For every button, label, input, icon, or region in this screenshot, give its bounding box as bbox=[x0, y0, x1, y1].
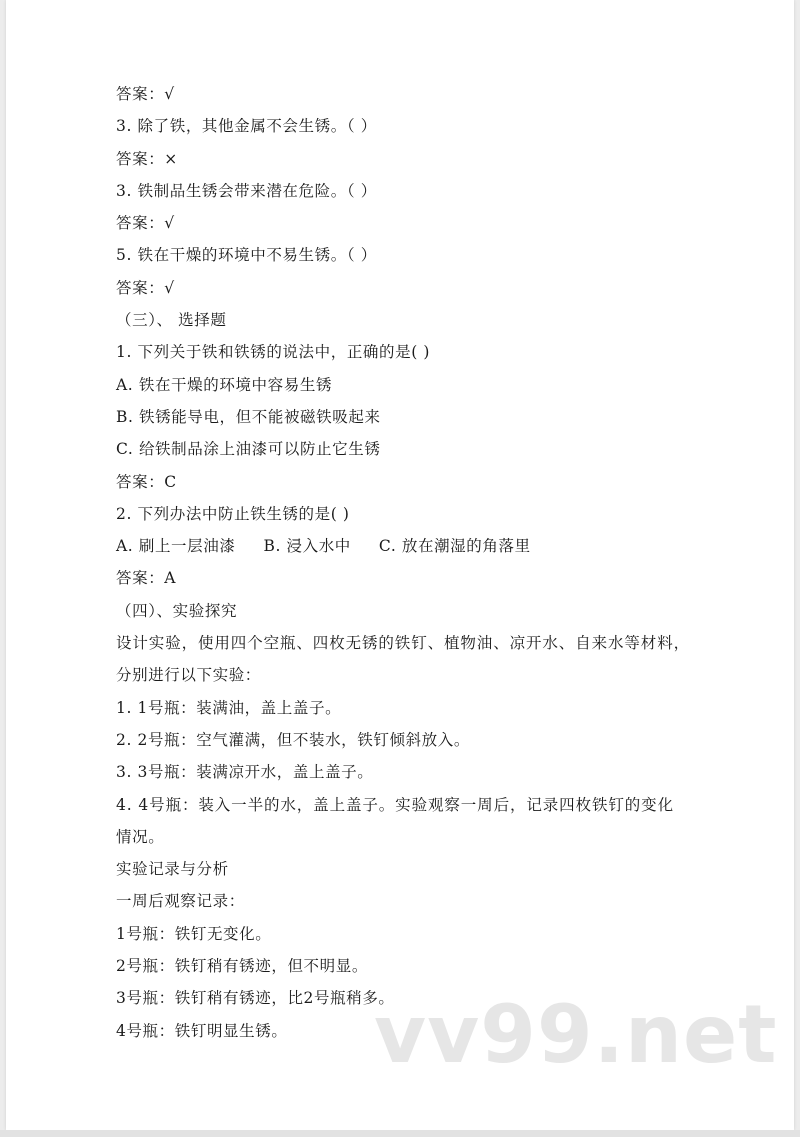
option-a: A. 刷上一层油漆 bbox=[116, 537, 236, 556]
section-heading: （四）、实验探究 bbox=[116, 601, 238, 620]
answer-line: 答案：× bbox=[116, 149, 178, 168]
record-line: 3号瓶：铁钉稍有锈迹，比2号瓶稍多。 bbox=[116, 989, 395, 1008]
document-page bbox=[6, 0, 794, 1130]
question-line: 1. 下列关于铁和铁锈的说法中，正确的是( ) bbox=[116, 343, 431, 362]
option-c: C. 放在潮湿的角落里 bbox=[378, 537, 531, 556]
experiment-step: 4. 4号瓶：装入一半的水，盖上盖子。实验观察一周后，记录四枚铁钉的变化 bbox=[116, 795, 674, 814]
options-row bbox=[116, 530, 716, 562]
record-line: 1号瓶：铁钉无变化。 bbox=[116, 924, 272, 943]
paragraph-line: 设计实验，使用四个空瓶、四枚无锈的铁钉、植物油、凉开水、自来水等材料， bbox=[116, 634, 691, 653]
experiment-step: 2. 2号瓶：空气灌满，但不装水，铁钉倾斜放入。 bbox=[116, 730, 470, 749]
watermark: vv99.net bbox=[374, 988, 778, 1081]
section-heading: （三）、 选择题 bbox=[116, 311, 227, 330]
record-line: 4号瓶：铁钉明显生锈。 bbox=[116, 1021, 288, 1040]
answer-line: 答案：A bbox=[116, 569, 177, 588]
paragraph-line: 分别进行以下实验： bbox=[116, 666, 261, 685]
option-b: B. 浸入水中 bbox=[263, 537, 351, 556]
experiment-step: 1. 1号瓶：装满油，盖上盖子。 bbox=[116, 698, 342, 717]
question-line: 2. 下列办法中防止铁生锈的是( ) bbox=[116, 504, 350, 523]
answer-line: 答案：√ bbox=[116, 85, 175, 103]
option-line: C. 给铁制品涂上油漆可以防止它生锈 bbox=[116, 440, 381, 459]
paragraph-line: 情况。 bbox=[116, 827, 165, 846]
experiment-step: 3. 3号瓶：装满凉开水，盖上盖子。 bbox=[116, 763, 374, 782]
answer-line: 答案：C bbox=[116, 472, 177, 491]
option-line: B. 铁锈能导电，但不能被磁铁吸起来 bbox=[116, 407, 381, 426]
question-line: 3. 铁制品生锈会带来潜在危险。（ ） bbox=[116, 181, 377, 200]
paragraph-line: 一周后观察记录： bbox=[116, 892, 245, 911]
answer-line: 答案：√ bbox=[116, 214, 175, 233]
document-body bbox=[116, 78, 716, 1047]
answer-line: 答案：√ bbox=[116, 278, 175, 297]
question-line: 3. 除了铁，其他金属不会生锈。（ ） bbox=[116, 117, 377, 136]
option-line: A. 铁在干燥的环境中容易生锈 bbox=[116, 375, 333, 394]
subheading: 实验记录与分析 bbox=[116, 860, 229, 879]
question-line: 5. 铁在干燥的环境中不易生锈。（ ） bbox=[116, 246, 377, 265]
record-line: 2号瓶：铁钉稍有锈迹，但不明显。 bbox=[116, 957, 368, 976]
page-bottom-edge bbox=[0, 1130, 800, 1137]
